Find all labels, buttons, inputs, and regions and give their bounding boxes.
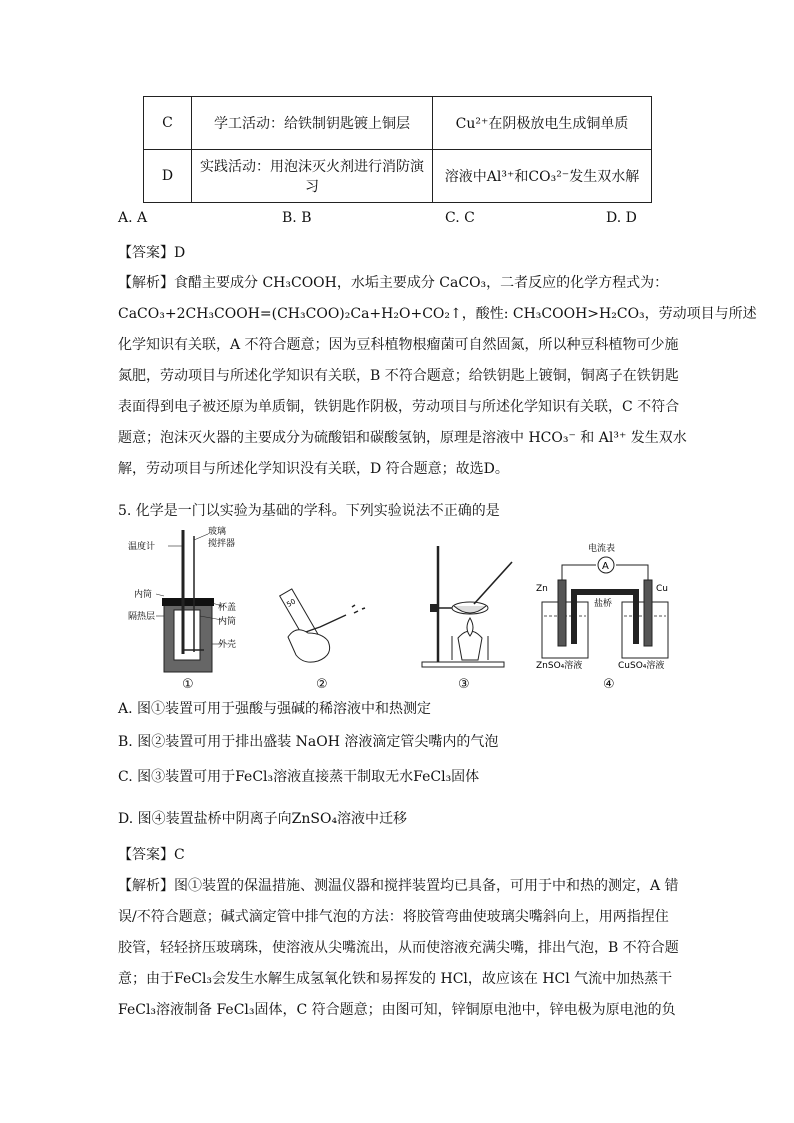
q4-option-c: C. C [445,210,475,226]
analysis-line: 表面得到电子被还原为单质铜，铁钥匙作阴极，劳动项目与所述化学知识有关联，C 不符合 [118,399,680,415]
label-insulation: 隔热层 [128,612,156,622]
label-ammeter: 电流表 [588,544,616,554]
q4-analysis [118,268,757,485]
q5-choice-b: B. 图②装置可用于排出盛装 NaOH 溶液滴定管尖嘴内的气泡 [118,734,499,750]
analysis-line: CaCO₃+2CH₃COOH=(CH₃COO)₂Ca+H₂O+CO₂↑，酸性: CH₃COOH>H₂CO₃，劳动项目与所述 [118,306,757,322]
analysis-line: 误/不符合题意；碱式滴定管中排气泡的方法：将胶管弯曲使玻璃尖嘴斜向上，用两指捏住 [118,909,669,925]
label-thermometer: 温度计 [128,542,156,552]
label-cu: Cu [656,584,668,594]
q5-choice-a: A. 图①装置可用于强酸与强碱的稀溶液中和热测定 [118,701,432,717]
figure-burette [268,575,378,674]
q4-option-d: D. D [606,210,637,226]
analysis-line: 题意；泡沫灭火器的主要成分为硫酸铝和碳酸氢钠，原理是溶液中 HCO₃⁻ 和 Al³⁺ 发生双水 [118,430,687,446]
caption-2: ② [316,677,328,692]
analysis-line: 解，劳动项目与所述化学知识没有关联，D 符合题意；故选D。 [118,461,509,477]
analysis-line: 胶管，轻轻挤压玻璃珠，使溶液从尖嘴流出，从而使溶液充满尖嘴，排出气泡，B 不符合题 [118,940,679,956]
q5-choice-d: D. 图④装置盐桥中阴离子向ZnSO₄溶液中迁移 [118,811,408,827]
label-glass-stirrer: 搅拌器 [208,539,236,549]
label-zn: Zn [536,584,548,594]
label-inner-cup: 内筒 [134,590,153,600]
figure-evaporation [418,540,518,674]
q5-stem: 5. 化学是一门以实验为基础的学科。下列实验说法不正确的是 [118,503,500,519]
label-salt-bridge: 盐桥 [594,599,613,609]
table-cell-id: C [144,97,192,150]
label-cuso4: CuSO₄溶液 [618,661,665,671]
q4-option-a: A. A [118,210,148,226]
caption-1: ① [182,677,194,692]
q5-analysis [118,871,678,1026]
analysis-line: 【解析】图①装置的保温措施、测温仪器和搅拌装置均已具备，可用于中和热的测定，A 错 [118,878,679,894]
analysis-line: FeCl₃溶液制备 FeCl₃固体，C 符合题意；由图可知，锌铜原电池中，锌电极为原电池的负 [118,1002,676,1018]
table-cell-id: D [144,150,192,203]
caption-4: ④ [603,677,615,692]
table-cell-activity: 学工活动：给铁制钥匙镀上铜层 [192,97,433,150]
table-cell-knowledge: Cu²⁺在阴极放电生成铜单质 [433,97,652,150]
label-glass-stirrer: 玻璃 [208,527,227,537]
q5-choice-c: C. 图③装置可用于FeCl₃溶液直接蒸干制取无水FeCl₃固体 [118,769,480,785]
analysis-line: 意；由于FeCl₃会发生水解生成氢氧化铁和易挥发的 HCl，故应该在 HCl 气流中加热蒸干 [118,971,673,987]
caption-3: ③ [458,677,470,692]
label-burette-mark: 50 [285,597,298,609]
q5-answer: 【答案】C [118,847,185,863]
analysis-line: 【解析】食醋主要成分 CH₃COOH，水垢主要成分 CaCO₃，二者反应的化学方程式为： [118,275,669,291]
q4-option-b: B. B [282,210,312,226]
label-lid: 杯盖 [218,603,237,613]
label-outer-shell: 外壳 [218,640,237,650]
figure-calorimeter [128,526,238,680]
label-ammeter-symbol: A [602,561,609,572]
answer-table [143,96,652,203]
q4-answer: 【答案】D [118,245,186,261]
table-cell-activity: 实践活动：用泡沫灭火剂进行消防演习 [192,150,433,203]
table-row [144,150,652,203]
table-row [144,97,652,150]
figure-galvanic-cell [536,540,676,674]
label-znso4: ZnSO₄溶液 [536,661,583,671]
analysis-line: 化学知识有关联，A 不符合题意；因为豆科植物根瘤菌可自然固氮，所以种豆科植物可少施 [118,337,679,353]
label-inner-cup: 内筒 [218,617,237,627]
analysis-line: 氮肥，劳动项目与所述化学知识有关联，B 不符合题意；给铁钥匙上镀铜，铜离子在铁钥匙 [118,368,679,384]
table-cell-knowledge: 溶液中Al³⁺和CO₃²⁻发生双水解 [433,150,652,203]
